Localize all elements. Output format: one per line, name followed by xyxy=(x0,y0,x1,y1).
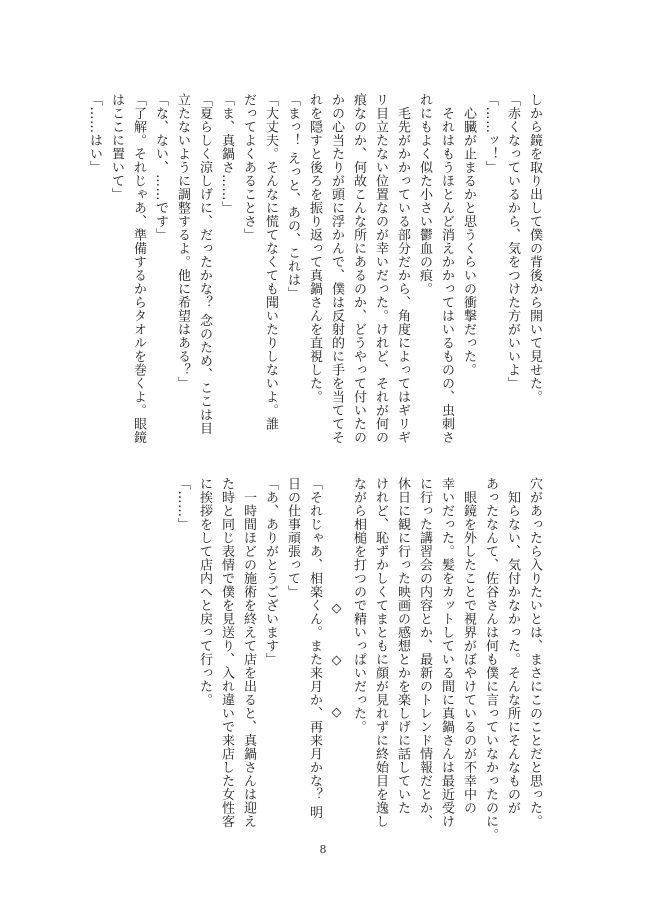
text-line: に挨拶をして店内へと戻って行った。 xyxy=(197,477,212,707)
text-line: た時と同じ表情で僕を見送り、入れ違いで来店した女性客 xyxy=(219,477,234,828)
text-line: れにもよく似た小さい鬱血の痕。 xyxy=(417,93,432,296)
text-line: あったなんて、佐谷さんは何も僕に言っていなかったのに。 xyxy=(483,477,498,842)
text-line: ながら相槌を打つので精いっぱいだった。 xyxy=(351,477,366,734)
text-line: 幸いだった。髪をカットしている間に真鍋さんは最近受け xyxy=(439,477,454,828)
text-line: 眼鏡を外したことで視界がぼやけているのが不幸中の xyxy=(461,477,476,815)
text-line: 「……ッ！」 xyxy=(483,93,498,174)
text-line: 日の仕事頑張って」 xyxy=(285,477,300,599)
text-line: 「な、ない、……です」 xyxy=(153,93,168,242)
scene-break-marker: ◇ ◇ ◇ xyxy=(329,600,344,732)
text-line: 知らない、気付かなかった。そんな所にそんなものが xyxy=(505,477,520,815)
text-line: れを隠すと後ろを振り返って真鍋さんを直視した。 xyxy=(307,93,322,404)
text-line: だってよくあることさ」 xyxy=(241,93,256,242)
text-line: 「……はい」 xyxy=(87,93,102,174)
text-line: 「了解。それじゃあ、準備するからタオルを巻くよ。眼鏡 xyxy=(131,93,146,444)
text-line: 「ま、真鍋さ……」 xyxy=(219,93,234,215)
text-line: 「あ、ありがとうございます」 xyxy=(263,477,278,666)
text-line: しから鏡を取り出して僕の背後から開いて見せた。 xyxy=(527,93,542,404)
text-line: 立たないように調整するよ。他に希望はある？」 xyxy=(175,93,190,390)
text-line: それはもうほとんど消えかかってはいるものの、虫刺さ xyxy=(439,93,454,444)
text-line: 「まっ！ えっと、あの、これは」 xyxy=(285,93,300,301)
text-line: 「……」 xyxy=(175,477,190,531)
upper-text-column xyxy=(87,93,545,471)
text-line: 「夏らしく涼しげに、だったかな？ 念のため、ここは目 xyxy=(197,93,212,436)
text-line: かの心当たりが頭に浮かんで、僕は反射的に手を当ててそ xyxy=(329,93,344,444)
text-line: 一時間ほどの施術を終えて店を出ると、真鍋さんは迎え xyxy=(241,477,256,828)
text-line: に行った講習会の内容とか、最新のトレンド情報だとか、 xyxy=(417,477,432,828)
text-line: 心臓が止まるかと思うくらいの衝撃だった。 xyxy=(461,93,476,377)
text-line: はここに置いて」 xyxy=(109,93,124,201)
text-line: 「それじゃあ、相楽くん。また来月か、再来月かな？ 明 xyxy=(307,477,322,820)
text-line: 休日に観に行った映画の感想とかを楽しげに話していた xyxy=(395,477,410,815)
text-line: 痕なのか、何故こんな所にあるのか、どうやって付いたの xyxy=(351,93,366,444)
text-line: 穴があったら入りたいとは、まさにこのことだと思った。 xyxy=(527,477,542,828)
text-line: リ目立たない位置なのが幸いだった。けれど、それが何の xyxy=(373,93,388,444)
text-line: けれど、恥ずかしくてまともに顔が見れずに終始目を逸し xyxy=(373,477,388,828)
lower-text-column xyxy=(101,477,545,855)
page-number: 8 xyxy=(319,843,327,856)
text-line: 「赤くなっているから、気をつけた方がいいよ」 xyxy=(505,93,520,390)
text-line: 「大丈夫。そんなに慌てなくても聞いたりしないよ。誰 xyxy=(263,93,278,431)
text-line: 毛先がかかっている部分だから、角度によってはギリギ xyxy=(395,93,410,444)
